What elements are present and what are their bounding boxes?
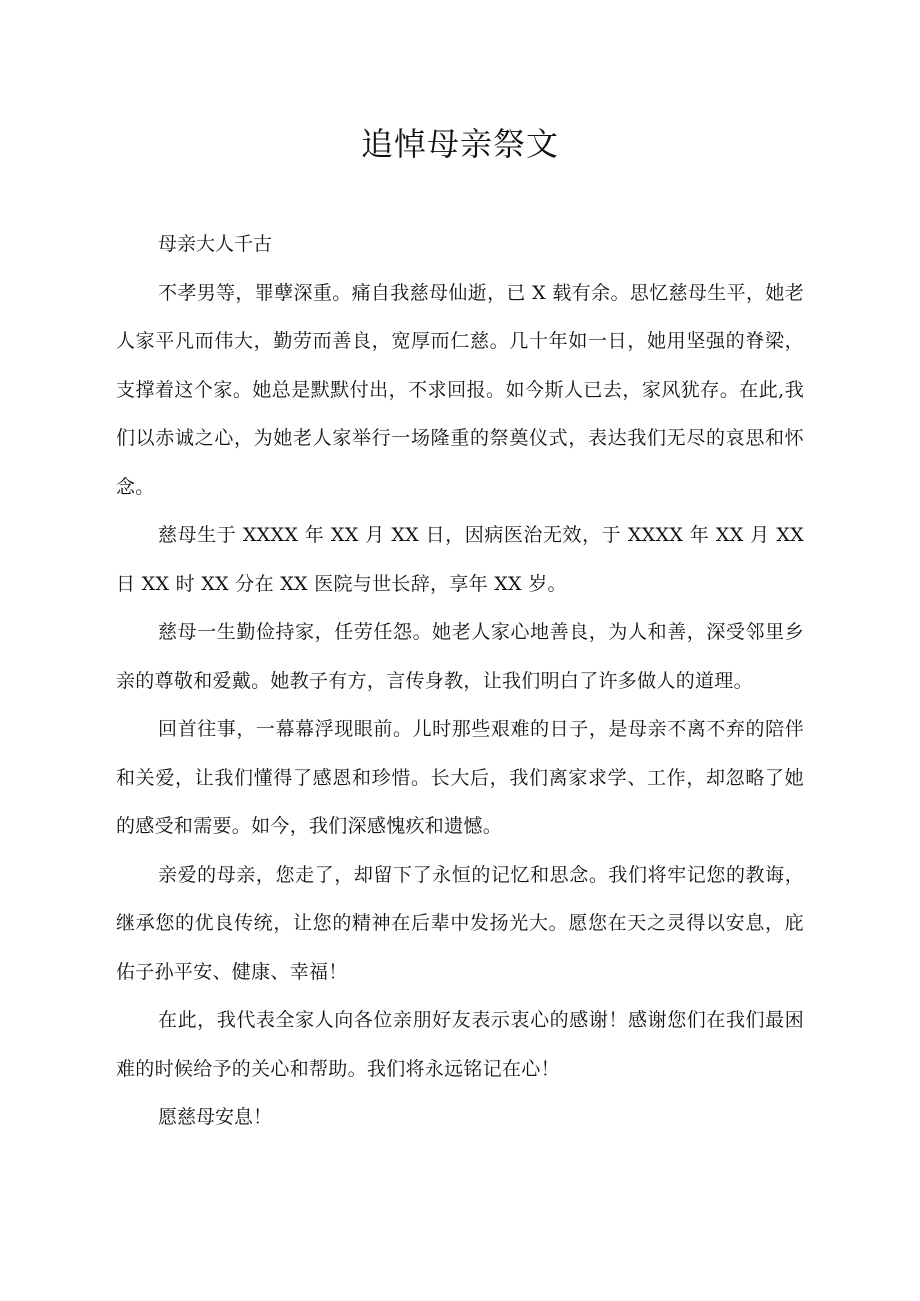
paragraph-6: 在此，我代表全家人向各位亲朋好友表示衷心的感谢！感谢您们在我们最困难的时候给予的关心和帮助。我们将永远铭记在心！ bbox=[116, 1009, 804, 1080]
paragraph-5: 亲爱的母亲，您走了，却留下了永恒的记忆和思念。我们将牢记您的教诲，继承您的优良传统，让您的精神在后辈中发扬光大。愿您在天之灵得以安息，庇佑子孙平安、健康、幸福！ bbox=[116, 863, 804, 983]
salutation: 母亲大人千古 bbox=[158, 233, 273, 255]
paragraph-4: 回首往事，一幕幕浮现眼前。儿时那些艰难的日子，是母亲不离不弃的陪伴和关爱，让我们懂得了感恩和珍惜。长大后，我们离家求学、工作，却忽略了她的感受和需要。如今，我们深感愧疚和遗憾。 bbox=[116, 718, 804, 837]
document-title: 追悼母亲祭文 bbox=[360, 125, 559, 163]
document-body bbox=[116, 220, 804, 1142]
closing-line: 愿慈母安息！ bbox=[158, 1106, 273, 1128]
paragraph-2: 慈母生于 XXXX 年 XX 月 XX 日，因病医治无效，于 XXXX 年 XX 月 XX 日 XX 时 XX 分在 XX 医院与世长辞，享年 XX 岁。 bbox=[116, 524, 804, 595]
paragraph-1: 不孝男等，罪孽深重。痛自我慈母仙逝，已 X 载有余。思忆慈母生平，她老人家平凡而伟大，勤劳而善良，宽厚而仁慈。几十年如一日，她用坚强的脊梁，支撑着这个家。她总是默默付出，不求回报。如今斯人已去，家风犹存。在此,我们以赤诚之心，为她老人家举行一场隆重的祭奠仪式，表达我们无尽的哀思和怀念。 bbox=[116, 281, 804, 498]
paragraph-3: 慈母一生勤俭持家，任劳任怨。她老人家心地善良，为人和善，深受邻里乡亲的尊敬和爱戴。她教子有方，言传身教，让我们明白了许多做人的道理。 bbox=[116, 621, 804, 692]
